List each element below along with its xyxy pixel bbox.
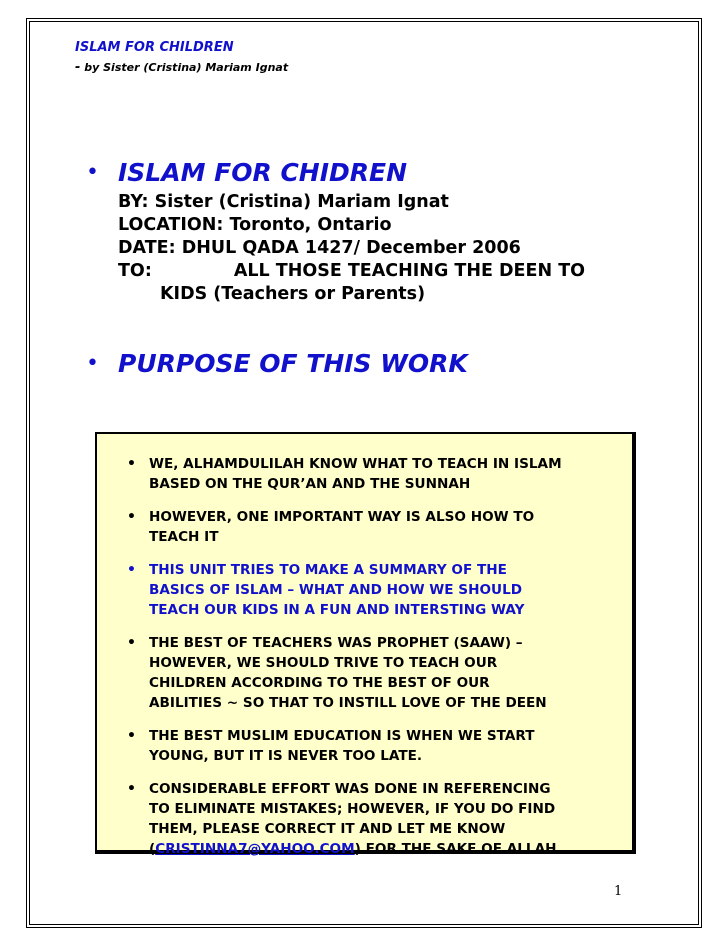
info-to-text: ALL THOSE TEACHING THE DEEN TO xyxy=(233,261,586,281)
bullet: • xyxy=(127,781,136,797)
bullet: • xyxy=(127,562,136,578)
purpose-item-text xyxy=(149,779,562,859)
header-byline: by Sister (Cristina) Mariam Ignat xyxy=(84,61,289,74)
purpose-list xyxy=(127,454,632,872)
info-location: LOCATION: Toronto, Ontario xyxy=(118,215,392,235)
bullet: • xyxy=(127,456,136,472)
info-to-label: TO: xyxy=(118,261,152,281)
info-to-text-continued: KIDS (Teachers or Parents) xyxy=(160,284,426,304)
bullet: • xyxy=(127,509,136,525)
page-number: 1 xyxy=(614,884,623,899)
document-info xyxy=(118,191,585,306)
info-by: BY: Sister (Cristina) Mariam Ignat xyxy=(118,192,449,212)
purpose-item xyxy=(127,507,632,547)
purpose-item xyxy=(127,726,632,766)
bullet: • xyxy=(127,635,136,651)
header-title: ISLAM FOR CHILDREN xyxy=(75,40,234,55)
section-purpose xyxy=(86,345,468,383)
purpose-item-text-before: CONSIDERABLE EFFORT WAS DONE IN REFERENCING TO ELIMINATE MISTAKES; HOWEVER, IF YOU DO FIND THEM, PLEASE CORRECT IT AND LET ME KNOW ( xyxy=(149,781,556,857)
purpose-item-text: HOWEVER, ONE IMPORTANT WAY IS ALSO HOW TO TEACH IT xyxy=(149,509,535,545)
bullet: • xyxy=(86,351,99,376)
bullet: • xyxy=(86,160,99,185)
purpose-item xyxy=(127,779,632,859)
email-link[interactable]: CRISTINNA7@YAHOO.COM xyxy=(155,841,355,857)
purpose-item-text: THE BEST OF TEACHERS WAS PROPHET (SAAW) – HOWEVER, WE SHOULD TRIVE TO TEACH OUR CHILDREN ACCORDING TO THE BEST OF OUR ABILITIES ~ SO THAT TO INSTILL LOVE OF THE DEEN xyxy=(149,635,547,711)
section-heading-purpose: PURPOSE OF THIS WORK xyxy=(118,349,468,378)
purpose-item-text: THE BEST MUSLIM EDUCATION IS WHEN WE START YOUNG, BUT IT IS NEVER TOO LATE. xyxy=(149,728,535,764)
info-date: DATE: DHUL QADA 1427/ December 2006 xyxy=(118,238,521,258)
section-intro xyxy=(86,154,407,192)
purpose-item-text: THIS UNIT TRIES TO MAKE A SUMMARY OF THE BASICS OF ISLAM – WHAT AND HOW WE SHOULD TEACH OUR KIDS IN A FUN AND INTERSTING WAY xyxy=(149,562,525,618)
purpose-item xyxy=(127,633,632,713)
header-subtitle xyxy=(75,60,288,75)
info-to xyxy=(118,260,585,283)
purpose-item xyxy=(127,454,632,494)
purpose-box xyxy=(95,432,636,857)
bullet: • xyxy=(127,728,136,744)
section-heading-islam-for-children: ISLAM FOR CHIDREN xyxy=(118,158,408,187)
purpose-item-highlight xyxy=(127,560,632,620)
purpose-item-text: WE, ALHAMDULILAH KNOW WHAT TO TEACH IN ISLAM BASED ON THE QUR’AN AND THE SUNNAH xyxy=(149,456,562,492)
purpose-item-text-after: ) FOR THE SAKE OF ALLAH. xyxy=(354,841,562,857)
header-dash: - xyxy=(75,60,81,75)
